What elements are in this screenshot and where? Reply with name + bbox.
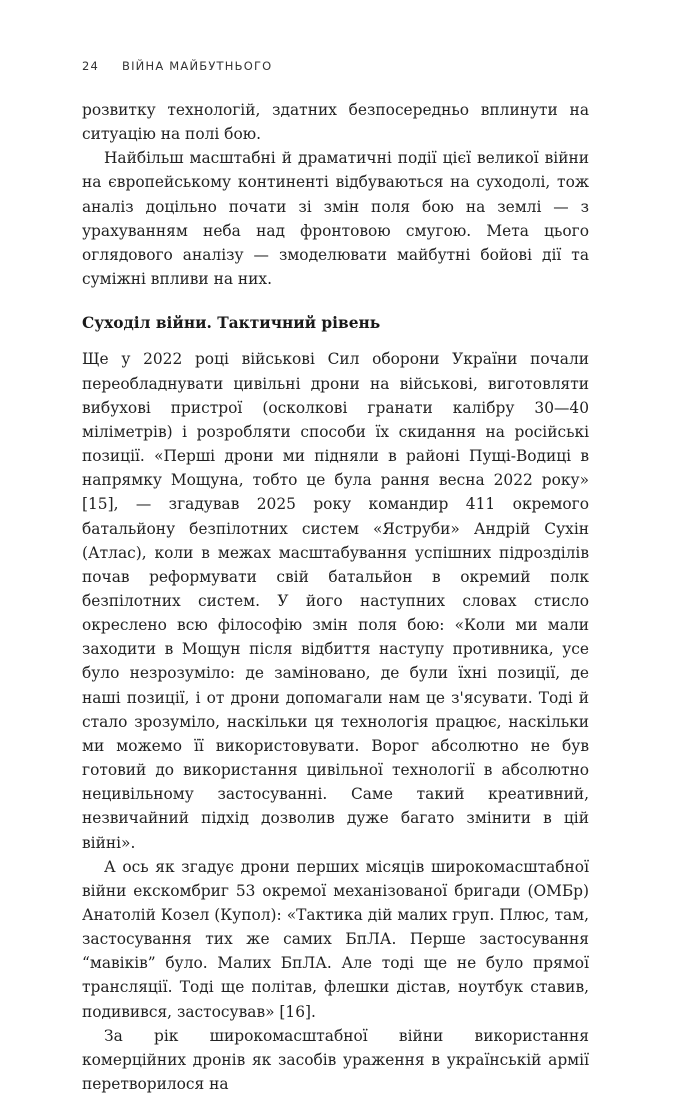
page-number: 24	[82, 59, 100, 73]
section-heading: Суходіл війни. Тактичний рівень	[82, 314, 381, 333]
paragraph-continuation: розвитку технологій, здатних безпосередньо вплинути на ситуацію на полі бою.	[82, 101, 589, 144]
paragraph-intro: Найбільш масштабні й драматичні події цієї великої війни на європейському континенті відбуваються на суходолі, тож аналіз доцільно почати зі змін поля бою на землі — з урахуванням неба над фронтовою смугою. Мета цього оглядового аналізу — змоделювати майбутні бойові дії та суміжні впливи на них.	[82, 149, 589, 289]
book-title: ВІЙНА МАЙБУТНЬОГО	[122, 59, 273, 73]
page-body	[82, 98, 589, 1096]
running-head	[82, 59, 272, 73]
paragraph-commercial-drones: За рік широкомасштабної війни використання комерційних дронів як засобів ураження в українській армії перетворилося на	[82, 1026, 589, 1094]
paragraph-drones-2022: Ще у 2022 році військові Сил оборони України почали переобладнувати цивільні дрони на військові, виготовляти вибухові пристрої (осколкові гранати калібру 30—40 міліметрів) і розробляти способи їх скидання на російські позиції. «Перші дрони ми підняли в районі Пущі-Водиці в напрямку Мощуна, тобто це була рання весна 2022 року» [15], — згадував 2025 року командир 411 окремого батальйону безпілотних систем «Яструби» Андрій Сухін (Атлас), коли в межах масштабування успішних підрозділів почав реформувати свій батальйон в окремий полк безпілотних систем. У його наступних словах стисло окреслено всю філософію змін поля бою: «Коли ми мали заходити в Мощун після відбиття наступу противника, усе було незрозуміло: де заміновано, де були їхні позиції, де наші позиції, і от дрони допомагали нам це з'ясувати. Тоді й стало зрозуміло, наскільки ця технологія працює, наскільки ми можемо її використовувати. Ворог абсолютно не був готовий до використання цивільної технології в абсолютно нецивільному застосуванні. Саме такий креативний, незвичайний підхід дозволив дуже багато змінити в цій війні».	[82, 350, 589, 852]
paragraph-kozel-quote: А ось як згадує дрони перших місяців широкомасштабної війни екскомбриг 53 окремої механізованої бригади (ОМБр) Анатолій Козел (Купол): «Тактика дій малих груп. Плюс, там, застосування тих же самих БпЛА. Перше застосування “мавіків” було. Малих БпЛА. Але тоді ще не було прямої трансляції. Тоді ще політав, флешки дістав, ноутбук ставив, подивився, застосував» [16].	[82, 857, 589, 1021]
